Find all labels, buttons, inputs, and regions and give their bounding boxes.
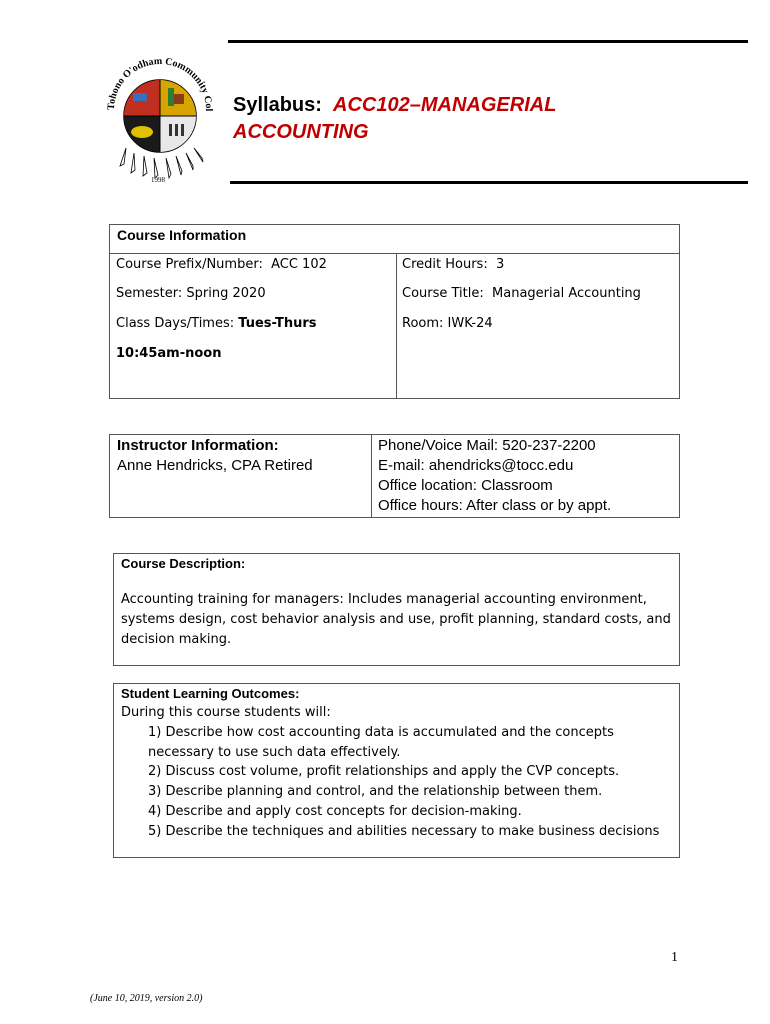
description-heading: Course Description: xyxy=(121,556,246,571)
instructor-email: E-mail: ahendricks@tocc.edu xyxy=(378,457,574,474)
logo-year: 1998 xyxy=(151,176,165,184)
college-logo xyxy=(96,40,222,186)
course-code-title: ACC102–MANAGERIAL xyxy=(333,94,557,116)
outcome-item: 5) Describe the techniques and abilities necessary to make business decisions xyxy=(148,824,660,839)
outcomes-heading: Student Learning Outcomes: xyxy=(121,686,300,701)
version-footer: (June 10, 2019, version 2.0) xyxy=(90,993,203,1004)
instructor-phone: Phone/Voice Mail: 520-237-2200 xyxy=(378,437,596,454)
outcomes-intro: During this course students will: xyxy=(121,705,331,720)
instructor-name: Anne Hendricks, CPA Retired xyxy=(117,457,313,474)
outcome-item: necessary to use such data effectively. xyxy=(148,745,401,760)
description-line-3: decision making. xyxy=(121,632,232,647)
logo-college-name: Tohono O'odham Community Col xyxy=(105,55,215,112)
class-time: 10:45am-noon xyxy=(116,346,222,361)
description-box xyxy=(113,553,680,666)
class-days: Class Days/Times: Tues-Thurs xyxy=(116,316,317,331)
header-bottom-rule xyxy=(230,181,748,184)
outcome-item: 3) Describe planning and control, and the relationship between them. xyxy=(148,784,603,799)
description-line-1: Accounting training for managers: Includes managerial accounting environment, xyxy=(121,592,647,607)
description-line-2: systems design, cost behavior analysis and use, profit planning, standard costs, and xyxy=(121,612,671,627)
outcome-item: 1) Describe how cost accounting data is accumulated and the concepts xyxy=(148,725,614,740)
outcome-item: 2) Discuss cost volume, profit relationships and apply the CVP concepts. xyxy=(148,764,620,779)
course-info-heading: Course Information xyxy=(117,227,247,243)
outcome-item: 4) Describe and apply cost concepts for decision-making. xyxy=(148,804,522,819)
room: Room: IWK-24 xyxy=(402,316,493,331)
credit-hours: Credit Hours: 3 xyxy=(402,257,505,272)
instructor-office-hours: Office hours: After class or by appt. xyxy=(378,497,612,514)
page-title xyxy=(233,92,556,146)
semester: Semester: Spring 2020 xyxy=(116,286,266,301)
outcomes-box xyxy=(113,683,680,858)
course-info-box xyxy=(109,224,680,399)
instructor-box xyxy=(109,434,680,518)
page-number: 1 xyxy=(671,950,678,965)
course-title: Course Title: Managerial Accounting xyxy=(402,286,641,301)
header-top-rule xyxy=(228,40,748,43)
course-prefix: Course Prefix/Number: ACC 102 xyxy=(116,257,327,272)
course-code-title-line2: ACCOUNTING xyxy=(233,121,369,143)
syllabus-label: Syllabus: xyxy=(233,94,322,116)
instructor-office-location: Office location: Classroom xyxy=(378,477,553,494)
instructor-heading: Instructor Information: xyxy=(117,437,279,454)
